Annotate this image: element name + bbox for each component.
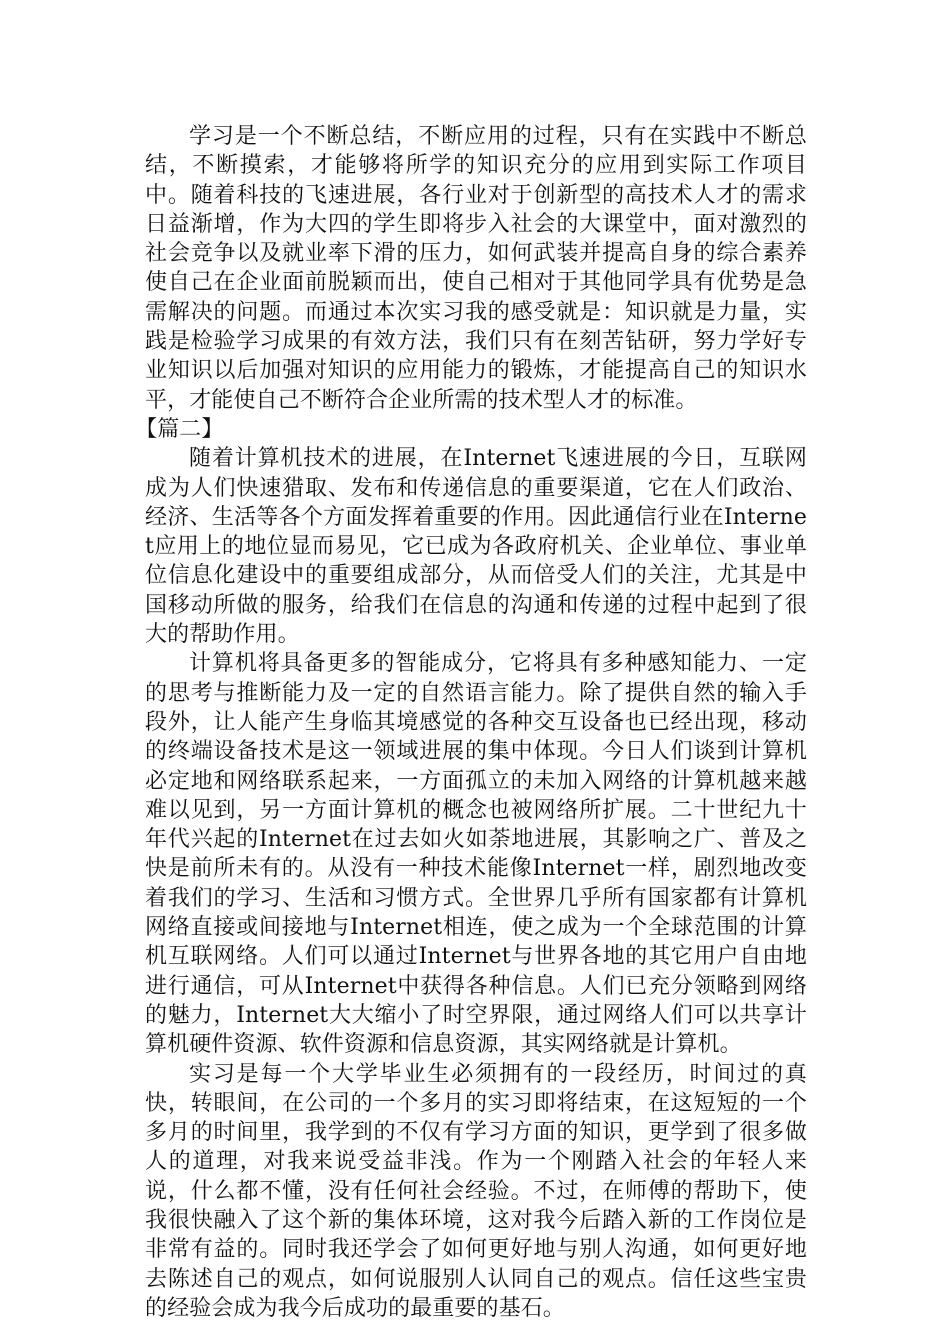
section-heading: 【篇二】 <box>135 416 224 442</box>
paragraph-internship-summary: 学习是一个不断总结，不断应用的过程，只有在实践中不断总结，不断摸索，才能够将所学的知识充分的应用到实际工作项目中。随着科技的飞速进展，各行业对于创新型的高技术人才的需求日益渐增，作为大四的学生即将步入社会的大课堂中，面对激烈的社会竞争以及就业率下滑的压力，如何武装并提高自身的综合素养使自己在企业面前脱颖而出，使自己相对于其他同学具有优势是急需解决的问题。而通过本次实习我的感受就是：知识就是力量，实践是检验学习成果的有效方法，我们只有在刻苦钻研，努力学好专业知识以后加强对知识的应用能力的锻炼，才能提高自己的知识水平，才能使自己不断符合企业所需的技术型人才的标准。 <box>145 124 807 413</box>
paragraph-computer-intelligence: 计算机将具备更多的智能成分，它将具有多种感知能力、一定的思考与推断能力及一定的自然语言能力。除了提供自然的输入手段外，让人能产生身临其境感觉的各种交互设备也已经出现，移动的终端设备技术是这一领域进展的集中体现。今日人们谈到计算机必定地和网络联系起来，一方面孤立的未加入网络的计算机越来越难以见到，另一方面计算机的概念也被网络所扩展。二十世纪九十年代兴起的Internet在过去如火如荼地进展，其影响之广、普及之快是前所未有的。从没有一种技术能像Internet一样，剧烈地改变着我们的学习、生活和习惯方式。全世界几乎所有国家都有计算机网络直接或间接地与Internet相连，使之成为一个全球范围的计算机互联网络。人们可以通过Internet与世界各地的其它用户自由地进行通信，可从Internet中获得各种信息。人们已充分领略到网络的魅力，Internet大大缩小了时空界限，通过网络人们可以共享计算机硬件资源、软件资源和信息资源，其实网络就是计算机。 <box>145 651 807 1058</box>
document-body <box>135 122 807 1323</box>
paragraph-internet-development: 随着计算机技术的进展，在Internet飞速进展的今日，互联网成为人们快速猎取、发布和传递信息的重要渠道，它在人们政治、经济、生活等各个方面发挥着重要的作用。因此通信行业在Internet应用上的地位显而易见，它已成为各政府机关、企业单位、事业单位信息化建设中的重要组成部分，从而倍受人们的关注，尤其是中国移动所做的服务，给我们在信息的沟通和传递的过程中起到了很大的帮助作用。 <box>145 446 807 648</box>
paragraph-internship-experience: 实习是每一个大学毕业生必须拥有的一段经历，时间过的真快，转眼间，在公司的一个多月的实习即将结束，在这短短的一个多月的时间里，我学到的不仅有学习方面的知识，更学到了很多做人的道理，对我来说受益非浅。作为一个刚踏入社会的年轻人来说，什么都不懂，没有任何社会经验。不过，在师傅的帮助下，使我很快融入了这个新的集体环境，这对我今后踏入新的工作岗位是非常有益的。同时我还学会了如何更好地与别人沟通，如何更好地去陈述自己的观点，如何说服别人认同自己的观点。信任这些宝贵的经验会成为我今后成功的最重要的基石。 <box>145 1061 807 1321</box>
